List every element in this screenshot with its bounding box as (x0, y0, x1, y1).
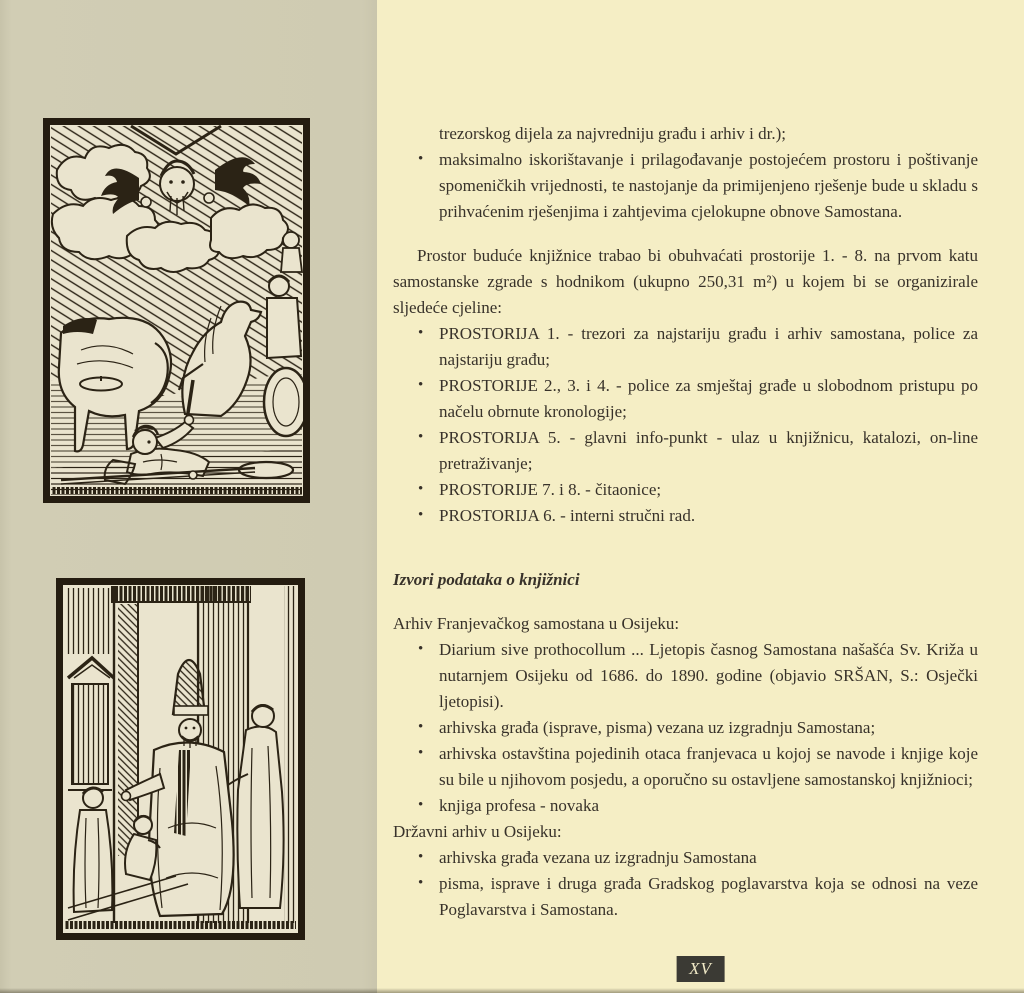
list-item (393, 503, 978, 529)
bullet-icon: • (418, 797, 424, 813)
list-item (393, 637, 978, 715)
bullet-icon: • (418, 429, 424, 445)
list-item-text: arhivska ostavština pojedinih otaca franjevaca u kojoj se navode i knjige koje su bile u njihovom posjedu, a oporučno su ostavljene samostanskoj knjižnioci; (439, 744, 978, 789)
list-item (393, 715, 978, 741)
drzavni-arhiv-bullet-list (393, 845, 978, 923)
bullet-icon: • (418, 377, 424, 393)
bullet-icon: • (418, 325, 424, 341)
list-item-text: maksimalno iskorištavanje i prilagođavanje postojećem prostoru i poštivanje spomeničkih vrijednosti, te nastojanje da primijenjeno rješenje bude u skladu s prihvaćenim rješenjima i zahtjevima cjelokupne obnove Samostana. (439, 150, 978, 221)
page-number-badge: XV (676, 956, 725, 982)
list-item-text: PROSTORIJA 5. - glavni info-punkt - ulaz u knjižnicu, katalozi, on-line pretraživanje; (439, 428, 978, 473)
continuation-paragraph: trezorskog dijela za najvredniju građu i arhiv i dr.); (439, 124, 786, 143)
source-label-franjevacki-arhiv: Arhiv Franjevačkog samostana u Osijeku: (393, 614, 680, 633)
section-heading: Izvori podataka o knjižnici (393, 570, 580, 589)
franjevacki-arhiv-bullet-list (393, 637, 978, 819)
right-page (377, 0, 1024, 993)
bullet-icon: • (418, 481, 424, 497)
list-item-text: Diarium sive prothocollum ... Ljetopis časnog Samostana našašća Sv. Križa u nutarnjem Osijeku od 1686. do 1890. godine (objavio SRŠAN, S.: Osječki ljetopisi). (439, 640, 978, 711)
room-bullet-list (393, 321, 978, 529)
list-item (393, 845, 978, 871)
list-item-text: PROSTORIJE 2., 3. i 4. - police za smještaj građe u slobodnom pristupu po načelu obrnute kronologije; (439, 376, 978, 421)
list-item (393, 321, 978, 373)
list-item-text: PROSTORIJA 6. - interni stručni rad. (439, 506, 696, 525)
left-page-margin (0, 0, 377, 993)
bullet-icon: • (418, 719, 424, 735)
bullet-icon: • (418, 641, 424, 657)
list-item (393, 147, 978, 225)
bullet-icon: • (418, 849, 424, 865)
bullet-icon: • (418, 507, 424, 523)
list-item-text: PROSTORIJA 1. - trezori za najstariju građu i arhiv samostana, police za najstariju građu; (439, 324, 978, 369)
list-item (393, 871, 978, 923)
woodcut-illustration (56, 578, 305, 940)
list-item (393, 373, 978, 425)
bullet-icon: • (418, 745, 424, 761)
list-item-text: knjiga profesa - novaka (439, 796, 600, 815)
main-paragraph: Prostor buduće knjižnice trabao bi obuhvaćati prostorije 1. - 8. na prvom katu samostanske zgrade s hodnikom (ukupno 250,31 m²) u kojem bi se organizirale sljedeće cjeline: (393, 246, 978, 317)
list-item-text: arhivska građa vezana uz izgradnju Samostana (439, 848, 757, 867)
list-item-text: pisma, isprave i druga građa Gradskog poglavarstva koja se odnosi na veze Poglavarstva i Samostana. (439, 874, 978, 919)
list-item (393, 477, 978, 503)
list-item (393, 425, 978, 477)
woodcut-illustration (43, 118, 310, 503)
bullet-icon: • (418, 875, 424, 891)
list-item (393, 741, 978, 793)
list-item-text: PROSTORIJE 7. i 8. - čitaonice; (439, 480, 662, 499)
list-item-text: arhivska građa (isprave, pisma) vezana uz izgradnju Samostana; (439, 718, 876, 737)
bullet-icon: • (418, 151, 424, 167)
list-item (393, 793, 978, 819)
conversion-of-saul-woodcut (43, 118, 310, 503)
top-bullet-list (393, 147, 978, 225)
bishop-blessing-woodcut (56, 578, 305, 940)
source-label-drzavni-arhiv: Državni arhiv u Osijeku: (393, 822, 562, 841)
text-block (393, 0, 978, 923)
